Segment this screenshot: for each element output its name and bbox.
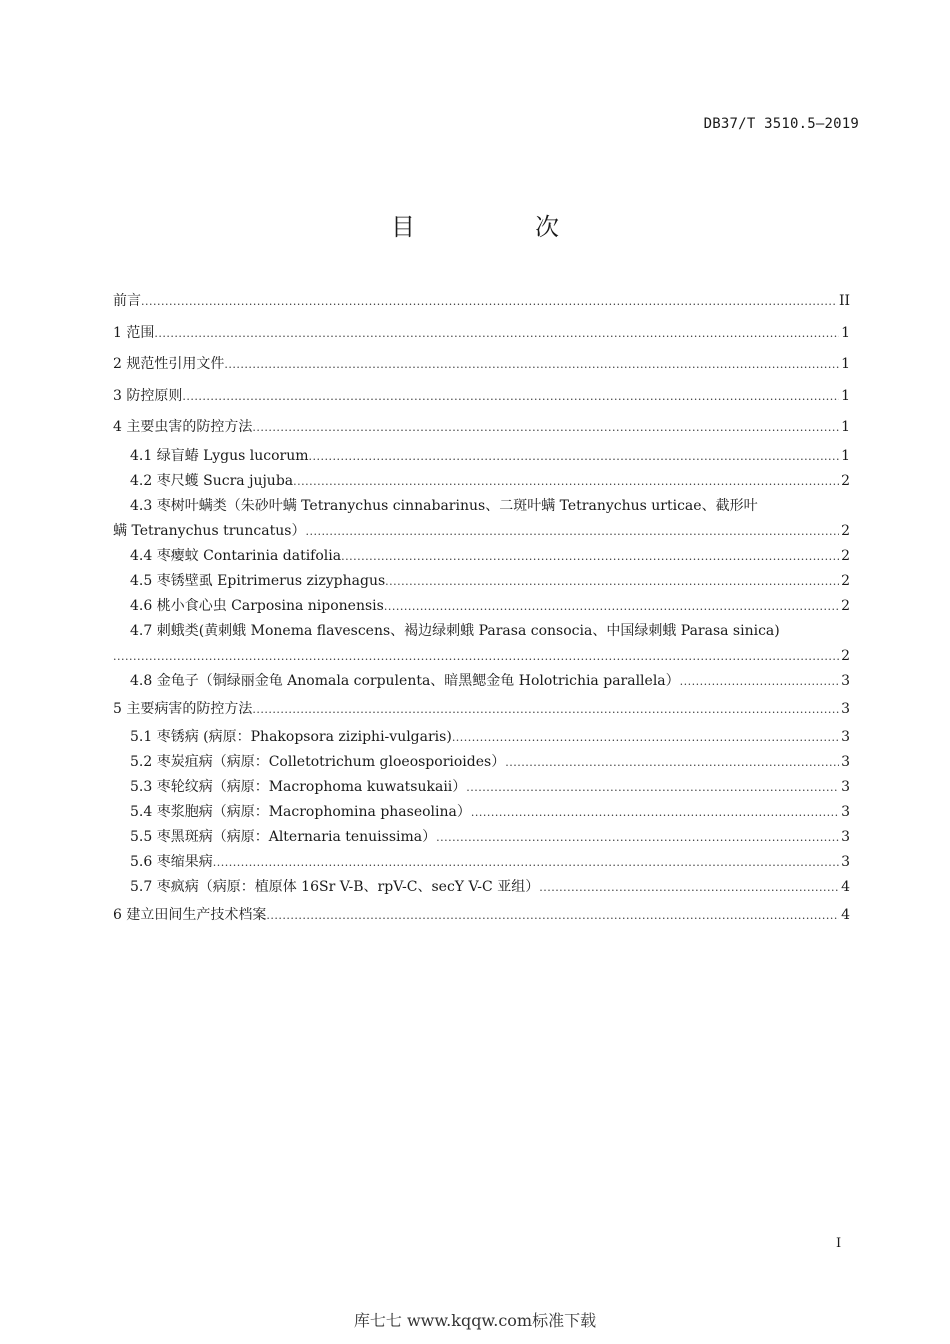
toc-entry-page: 2 bbox=[841, 597, 850, 614]
toc-entry-label: 5.4 枣浆胞病（病原：Macrophomina phaseolina） bbox=[130, 804, 471, 820]
toc-entry-label: 4.8 金龟子（铜绿丽金龟 Anomala corpulenta、暗黑鳃金龟 Holotrichia parallela） bbox=[130, 672, 680, 689]
leader-dots bbox=[466, 775, 839, 800]
toc-entry-page: 3 bbox=[841, 700, 850, 717]
toc-entry-page: 1 bbox=[841, 356, 850, 372]
toc-entry-page: 3 bbox=[841, 829, 850, 845]
toc-entry-label-line1: 4.3 枣树叶螨类（朱砂叶螨 Tetranychus cinnabarinus、二斑叶螨 Tetranychus urticae、截形叶 bbox=[130, 497, 758, 514]
toc-entry-label: 前言 bbox=[113, 293, 141, 309]
toc-entry-page: 2 bbox=[841, 647, 850, 664]
leader-dots bbox=[213, 850, 839, 875]
table-of-contents bbox=[113, 286, 850, 932]
page-title: 目 次 bbox=[391, 213, 607, 241]
toc-entry-label: 4.2 枣尺蠖 Sucra jujuba bbox=[130, 472, 294, 489]
toc-entry-page: 3 bbox=[841, 779, 850, 795]
toc-entry-page: 2 bbox=[841, 572, 850, 589]
toc-entry-page: II bbox=[838, 293, 850, 309]
leader-dots bbox=[293, 469, 839, 494]
toc-entry-4-6[interactable] bbox=[113, 594, 850, 619]
toc-entry-label: 4.1 绿盲蝽 Lygus lucorum bbox=[130, 447, 309, 464]
toc-entry-page: 2 bbox=[841, 547, 850, 564]
toc-entry-page: 4 bbox=[841, 879, 850, 895]
toc-entry-label: 螨 Tetranychus truncatus） bbox=[113, 522, 306, 539]
toc-entry-4-4[interactable] bbox=[113, 544, 850, 569]
toc-entry-page: 3 bbox=[841, 754, 850, 770]
toc-entry-5-5[interactable] bbox=[113, 825, 850, 850]
toc-entry-3[interactable] bbox=[113, 381, 850, 413]
toc-entry-page: 2 bbox=[841, 472, 850, 489]
toc-entry-4-3[interactable] bbox=[113, 494, 850, 544]
toc-entry-label: 5.1 枣锈病 (病原：Phakopsora ziziphi-vulgaris) bbox=[130, 729, 452, 745]
toc-entry-preface[interactable] bbox=[113, 286, 850, 318]
leader-dots bbox=[341, 544, 839, 569]
toc-entry-label: 6 建立田间生产技术档案 bbox=[113, 907, 267, 923]
watermark-text: 库七七 www.kqqw.com标准下载 bbox=[353, 1311, 597, 1330]
toc-entry-page: 1 bbox=[841, 447, 850, 464]
leader-dots bbox=[141, 286, 837, 318]
leader-dots bbox=[154, 318, 839, 350]
leader-dots bbox=[266, 900, 839, 932]
toc-entry-page: 1 bbox=[841, 324, 850, 341]
toc-entry-4-7[interactable] bbox=[113, 619, 850, 669]
leader-dots bbox=[252, 694, 839, 726]
page-number: I bbox=[836, 1236, 842, 1251]
toc-entry-label: 3 防控原则 bbox=[113, 387, 183, 404]
leader-dots bbox=[384, 594, 839, 619]
toc-entry-label: 4.4 枣瘿蚊 Contarinia datifolia bbox=[130, 547, 342, 564]
toc-entry-page: 3 bbox=[841, 729, 850, 745]
toc-entry-label: 5.7 枣疯病（病原：植原体 16Sr V-B、rpV-C、secY V-C 亚组） bbox=[130, 879, 540, 895]
toc-entry-5-2[interactable] bbox=[113, 750, 850, 775]
toc-entry-page: 2 bbox=[841, 522, 850, 539]
toc-entry-label: 4.5 枣锈壁虱 Epitrimerus zizyphagus bbox=[130, 572, 386, 589]
toc-entry-label: 4 主要虫害的防控方法 bbox=[113, 419, 253, 435]
toc-entry-4-2[interactable] bbox=[113, 469, 850, 494]
toc-entry-2[interactable] bbox=[113, 349, 850, 381]
leader-dots bbox=[309, 444, 840, 469]
toc-entry-5[interactable] bbox=[113, 694, 850, 726]
leader-dots bbox=[305, 519, 839, 544]
toc-entry-label: 4.6 桃小食心虫 Carposina niponensis bbox=[130, 597, 384, 614]
toc-entry-5-3[interactable] bbox=[113, 775, 850, 800]
toc-entry-line2 bbox=[113, 519, 850, 544]
toc-entry-label: 1 范围 bbox=[113, 324, 155, 341]
toc-entry-6[interactable] bbox=[113, 900, 850, 932]
toc-entry-page: 4 bbox=[841, 907, 850, 923]
toc-entry-page: 3 bbox=[841, 854, 850, 870]
leader-dots bbox=[385, 569, 839, 594]
toc-entry-label-line1: 4.7 刺蛾类(黄刺蛾 Monema flavescens、褐边绿刺蛾 Parasa consocia、中国绿刺蛾 Parasa sinica) bbox=[130, 622, 780, 639]
leader-dots bbox=[505, 750, 839, 775]
toc-entry-page: 1 bbox=[841, 419, 850, 435]
toc-entry-label: 5.2 枣炭疽病（病原：Colletotrichum gloeosporioides） bbox=[130, 754, 506, 770]
leader-dots bbox=[224, 349, 839, 381]
leader-dots bbox=[471, 800, 839, 825]
leader-dots bbox=[452, 725, 839, 750]
standard-code: DB37/T 3510.5—2019 bbox=[703, 116, 859, 132]
toc-entry-label: 5.3 枣轮纹病（病原：Macrophoma kuwatsukaii） bbox=[130, 779, 467, 795]
toc-entry-4[interactable] bbox=[113, 412, 850, 444]
toc-entry-page: 3 bbox=[841, 804, 850, 820]
leader-dots bbox=[680, 669, 839, 694]
leader-dots bbox=[539, 875, 839, 900]
toc-entry-page: 1 bbox=[841, 387, 850, 404]
toc-entry-5-7[interactable] bbox=[113, 875, 850, 900]
leader-dots bbox=[113, 644, 839, 669]
toc-entry-1[interactable] bbox=[113, 318, 850, 350]
toc-entry-label: 5 主要病害的防控方法 bbox=[113, 700, 253, 717]
toc-entry-4-8[interactable] bbox=[113, 669, 850, 694]
toc-entry-4-5[interactable] bbox=[113, 569, 850, 594]
leader-dots bbox=[182, 381, 839, 413]
leader-dots bbox=[436, 825, 839, 850]
leader-dots bbox=[252, 412, 839, 444]
toc-entry-label: 2 规范性引用文件 bbox=[113, 356, 225, 372]
toc-entry-5-1[interactable] bbox=[113, 725, 850, 750]
toc-entry-4-1[interactable] bbox=[113, 444, 850, 469]
toc-entry-5-6[interactable] bbox=[113, 850, 850, 875]
toc-entry-label: 5.5 枣黑斑病（病原：Alternaria tenuissima） bbox=[130, 829, 437, 845]
toc-entry-line2 bbox=[113, 644, 850, 669]
toc-entry-page: 3 bbox=[841, 672, 850, 689]
toc-entry-5-4[interactable] bbox=[113, 800, 850, 825]
toc-entry-label: 5.6 枣缩果病 bbox=[130, 854, 213, 870]
